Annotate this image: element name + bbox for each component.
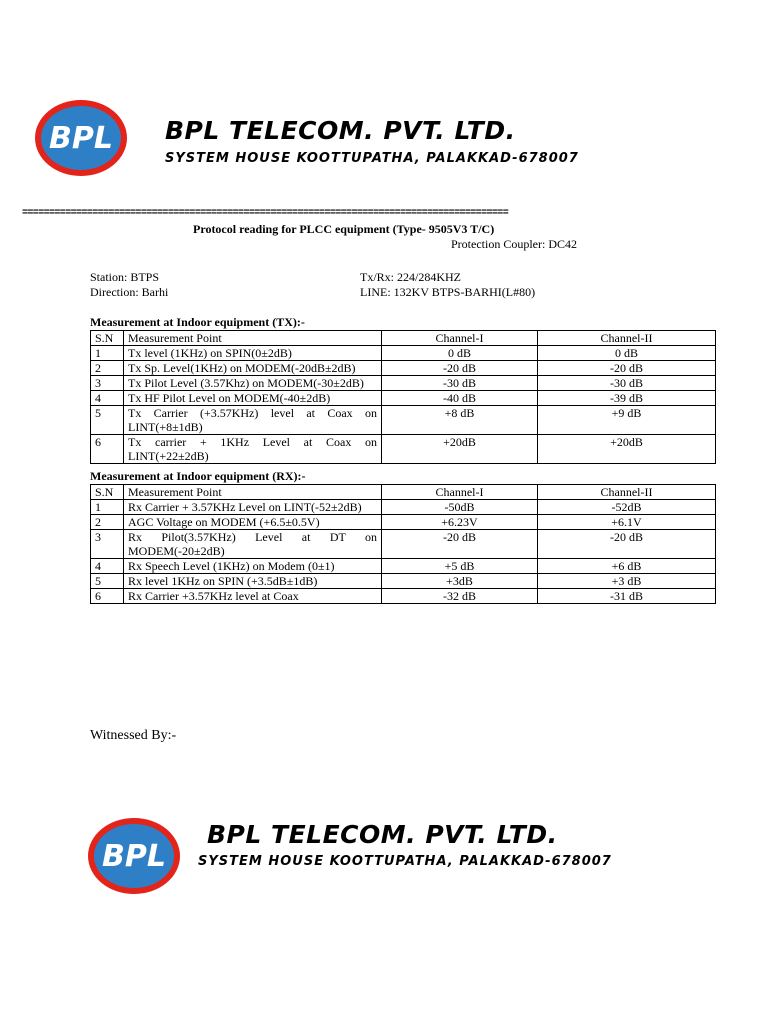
cell-point: Rx Speech Level (1KHz) on Modem (0±1): [124, 559, 382, 574]
cell-channel-1: -40 dB: [382, 391, 538, 406]
cell-sn: 4: [91, 391, 124, 406]
cell-channel-2: -20 dB: [538, 530, 716, 559]
cell-channel-2: -52dB: [538, 500, 716, 515]
table-row: [91, 361, 716, 376]
col-header-point: Measurement Point: [124, 331, 382, 346]
cell-sn: 2: [91, 361, 124, 376]
cell-channel-2: +3 dB: [538, 574, 716, 589]
cell-sn: 6: [91, 435, 124, 464]
separator-line: ==========================================================================================: [22, 208, 509, 219]
cell-sn: 3: [91, 376, 124, 391]
cell-point: Tx carrier + 1KHz Level at Coax on LINT(+22±2dB): [124, 435, 382, 464]
cell-point: AGC Voltage on MODEM (+6.5±0.5V): [124, 515, 382, 530]
col-header-channel-2: Channel-II: [538, 485, 716, 500]
company-address: SYSTEM HOUSE KOOTTUPATHA, PALAKKAD-678007: [198, 854, 612, 869]
table-row: [91, 376, 716, 391]
cell-channel-1: 0 dB: [382, 346, 538, 361]
cell-point: Rx Carrier + 3.57KHz Level on LINT(-52±2dB): [124, 500, 382, 515]
cell-point: Rx level 1KHz on SPIN (+3.5dB±1dB): [124, 574, 382, 589]
table-row: [91, 346, 716, 361]
protection-coupler: Protection Coupler: DC42: [451, 237, 577, 251]
table-row: [91, 574, 716, 589]
cell-sn: 6: [91, 589, 124, 604]
cell-channel-2: +6.1V: [538, 515, 716, 530]
direction-label: Direction: Barhi: [90, 285, 169, 299]
cell-channel-2: -30 dB: [538, 376, 716, 391]
table-row: [91, 391, 716, 406]
cell-channel-1: -20 dB: [382, 361, 538, 376]
cell-sn: 3: [91, 530, 124, 559]
table-row: [91, 589, 716, 604]
cell-point: Tx Sp. Level(1KHz) on MODEM(-20dB±2dB): [124, 361, 382, 376]
table-row: [91, 435, 716, 464]
txrx-frequency: Tx/Rx: 224/284KHZ: [360, 270, 461, 284]
logo-fill: [94, 824, 174, 888]
cell-point: Tx Carrier (+3.57KHz) level at Coax on LINT(+8±1dB): [124, 406, 382, 435]
cell-point: Tx level (1KHz) on SPIN(0±2dB): [124, 346, 382, 361]
cell-sn: 1: [91, 346, 124, 361]
station-label: Station: BTPS: [90, 270, 160, 284]
cell-channel-1: -30 dB: [382, 376, 538, 391]
document-title: Protocol reading for PLCC equipment (Type- 9505V3 T/C): [193, 222, 495, 236]
cell-channel-2: +20dB: [538, 435, 716, 464]
cell-point: Tx HF Pilot Level on MODEM(-40±2dB): [124, 391, 382, 406]
col-header-sn: S.N: [91, 485, 124, 500]
tx-section-heading: Measurement at Indoor equipment (TX):-: [90, 315, 305, 329]
col-header-channel-1: Channel-I: [382, 485, 538, 500]
cell-channel-2: -39 dB: [538, 391, 716, 406]
logo-text: BPL: [49, 120, 113, 156]
col-header-channel-2: Channel-II: [538, 331, 716, 346]
cell-channel-1: +8 dB: [382, 406, 538, 435]
cell-sn: 4: [91, 559, 124, 574]
cell-channel-2: +9 dB: [538, 406, 716, 435]
cell-channel-1: -50dB: [382, 500, 538, 515]
cell-point: Tx Pilot Level (3.57Khz) on MODEM(-30±2dB): [124, 376, 382, 391]
cell-sn: 5: [91, 406, 124, 435]
logo-text: BPL: [102, 838, 166, 874]
cell-channel-1: +5 dB: [382, 559, 538, 574]
cell-channel-2: +6 dB: [538, 559, 716, 574]
cell-point: Rx Pilot(3.57KHz) Level at DT on MODEM(-20±2dB): [124, 530, 382, 559]
logo-fill: [41, 106, 121, 170]
col-header-point: Measurement Point: [124, 485, 382, 500]
cell-sn: 2: [91, 515, 124, 530]
cell-channel-1: -32 dB: [382, 589, 538, 604]
cell-channel-2: -20 dB: [538, 361, 716, 376]
witnessed-by: Witnessed By:-: [90, 728, 177, 743]
company-address: SYSTEM HOUSE KOOTTUPATHA, PALAKKAD-678007: [165, 151, 579, 166]
col-header-sn: S.N: [91, 331, 124, 346]
cell-channel-1: -20 dB: [382, 530, 538, 559]
table-header-row: [91, 331, 716, 346]
rx-section-heading: Measurement at Indoor equipment (RX):-: [90, 469, 306, 483]
col-header-channel-1: Channel-I: [382, 331, 538, 346]
cell-channel-1: +20dB: [382, 435, 538, 464]
bpl-logo: [35, 100, 127, 176]
table-row: [91, 559, 716, 574]
bpl-logo: [88, 818, 180, 894]
cell-point: Rx Carrier +3.57KHz level at Coax: [124, 589, 382, 604]
table-row: [91, 500, 716, 515]
cell-channel-1: +3dB: [382, 574, 538, 589]
cell-channel-1: +6.23V: [382, 515, 538, 530]
cell-sn: 1: [91, 500, 124, 515]
table-row: [91, 406, 716, 435]
rx-measurement-table: [90, 484, 716, 604]
company-name: BPL TELECOM. PVT. LTD.: [207, 820, 558, 849]
table-row: [91, 515, 716, 530]
table-row: [91, 530, 716, 559]
table-header-row: [91, 485, 716, 500]
cell-sn: 5: [91, 574, 124, 589]
line-label: LINE: 132KV BTPS-BARHI(L#80): [360, 285, 536, 299]
company-name: BPL TELECOM. PVT. LTD.: [165, 116, 516, 145]
tx-measurement-table: [90, 330, 716, 464]
cell-channel-2: 0 dB: [538, 346, 716, 361]
cell-channel-2: -31 dB: [538, 589, 716, 604]
